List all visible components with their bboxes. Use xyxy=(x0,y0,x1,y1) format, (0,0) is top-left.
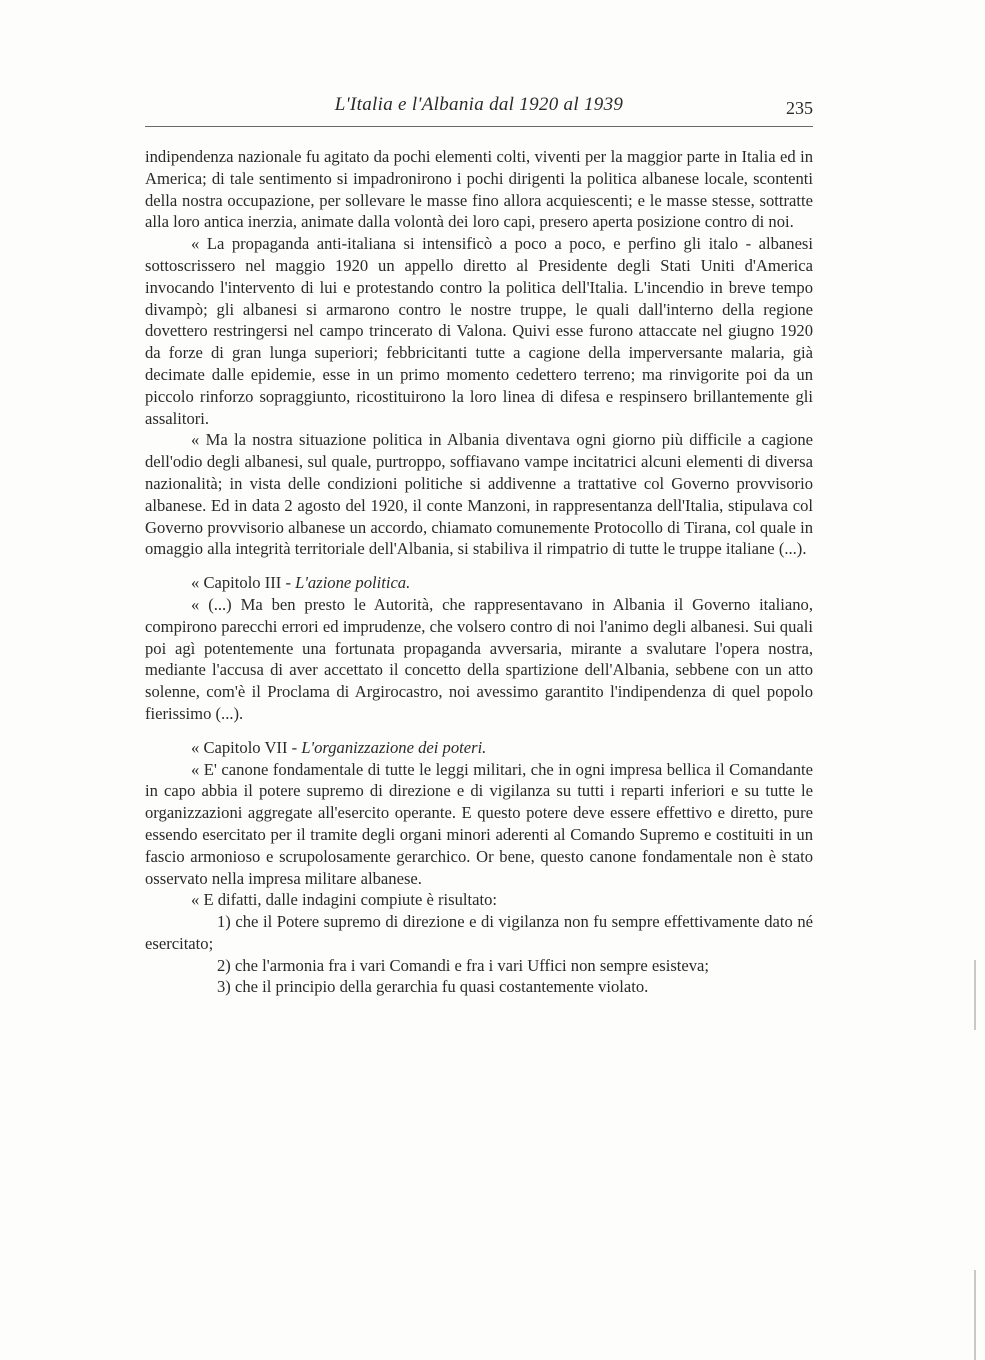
page-number: 235 xyxy=(786,98,813,118)
chapter-heading-vii xyxy=(145,737,813,759)
paragraph-propaganda: « La propaganda anti-italiana si intensificò a poco a poco, e perfino gli italo - albanesi sottoscrissero nel maggio 1920 un appello diretto al Presidente degli Stati Uniti d'America invocando l'intervento di lui e protestando contro la politica dell'Italia. L'incendio in breve tempo divampò; gli albanesi si armarono contro le nostre truppe, le quali dall'interno della regione dovettero restringersi nel campo trincerato di Valona. Quivi esse furono attaccate nel giugno 1920 da forze di gran lunga superiori; febbricitanti tutte a cagione della imperversante malaria, già decimate dalle epidemie, esse in un primo momento cedettero terreno; ma rinvigorite poi da un piccolo rinforzo sopraggiunto, ricostituirono la loro linea di difesa e respinsero brillantemente gli assalitori. xyxy=(145,234,813,428)
paragraph-difatti: « E difatti, dalle indagini compiute è risultato: xyxy=(191,890,497,910)
chapter-iii-title: L'azione politica. xyxy=(295,573,411,593)
paragraph-continuation: indipendenza nazionale fu agitato da pochi elementi colti, viventi per la maggior parte in Italia ed in America; di tale sentimento si impadronirono i pochi dirigenti la politica albanese locale, scontenti della nostra occupazione, per sollevare le masse fino allora acquiescenti; e le masse stesse, sottratte alla loro antica inerzia, animate dalla volontà dei loro capi, presero aperta posizione contro di noi. xyxy=(145,147,813,232)
chapter-vii-title: L'organizzazione dei poteri. xyxy=(301,737,487,757)
page-header xyxy=(145,92,813,127)
chapter-vii-prefix: « Capitolo VII - xyxy=(191,737,302,757)
list-item-3: 3) che il principio della gerarchia fu quasi costantemente violato. xyxy=(217,977,649,997)
chapter-iii-prefix: « Capitolo III - xyxy=(191,573,296,593)
document-body xyxy=(145,146,813,998)
paragraph-situazione: « Ma la nostra situazione politica in Albania diventava ogni giorno più difficile a cagione dell'odio degli albanesi, sul quale, purtroppo, soffiavano vampe incitatrici alcuni elementi di diversa nazionalità; in vista delle condizioni politiche si addivenne a trattative col Governo provvisorio albanese. Ed in data 2 agosto del 1920, il conte Manzoni, in rappresentanza dell'Italia, stipulava col Governo provvisorio albanese un accordo, chiamato comunemente Protocollo di Tirana, col quale in omaggio alla integrità territoriale dell'Albania, si stabiliva il rimpatrio di tutte le truppe italiane (...). xyxy=(145,430,813,559)
scan-edge-mark xyxy=(974,960,976,1030)
scan-edge-mark-lower xyxy=(974,1270,976,1360)
list-item-1: 1) che il Potere supremo di direzione e di vigilanza non fu sempre effettivamente dato né esercitato; xyxy=(145,912,813,953)
paragraph-autorita: « (...) Ma ben presto le Autorità, che rappresentavano in Albania il Governo italiano, compirono parecchi errori ed imprudenze, che volsero contro di noi l'animo degli albanesi. Sui quali poi agì potentemente una fortunata propaganda avversaria, mirante a svalutare l'opera nostra, mediante l'accusa di aver accettato il concetto della spartizione dell'Albania, sebbene con un atto solenne, com'è il Proclama di Argirocastro, noi avessimo garantito l'indipendenza di quel popolo fierissimo (...). xyxy=(145,594,813,723)
paragraph-canone: « E' canone fondamentale di tutte le leggi militari, che in ogni impresa bellica il Comandante in capo abbia il potere supremo di direzione e di vigilanza su tutti i reparti inferiori e su tutte le organizzazioni aggregate all'esercito operante. E questo potere deve essere effettivo e diretto, pure essendo esercitato per il tramite degli organi minori aderenti al Comando Supremo e costituiti in un fascio armonioso e scrupolosamente gerarchico. Or bene, questo canone fondamentale non è stato osservato nella impresa militare albanese. xyxy=(145,759,813,888)
running-title: L'Italia e l'Albania dal 1920 al 1939 xyxy=(334,94,624,115)
chapter-heading-iii xyxy=(145,572,813,594)
list-item-2: 2) che l'armonia fra i vari Comandi e fra i vari Uffici non sempre esisteva; xyxy=(217,955,710,975)
